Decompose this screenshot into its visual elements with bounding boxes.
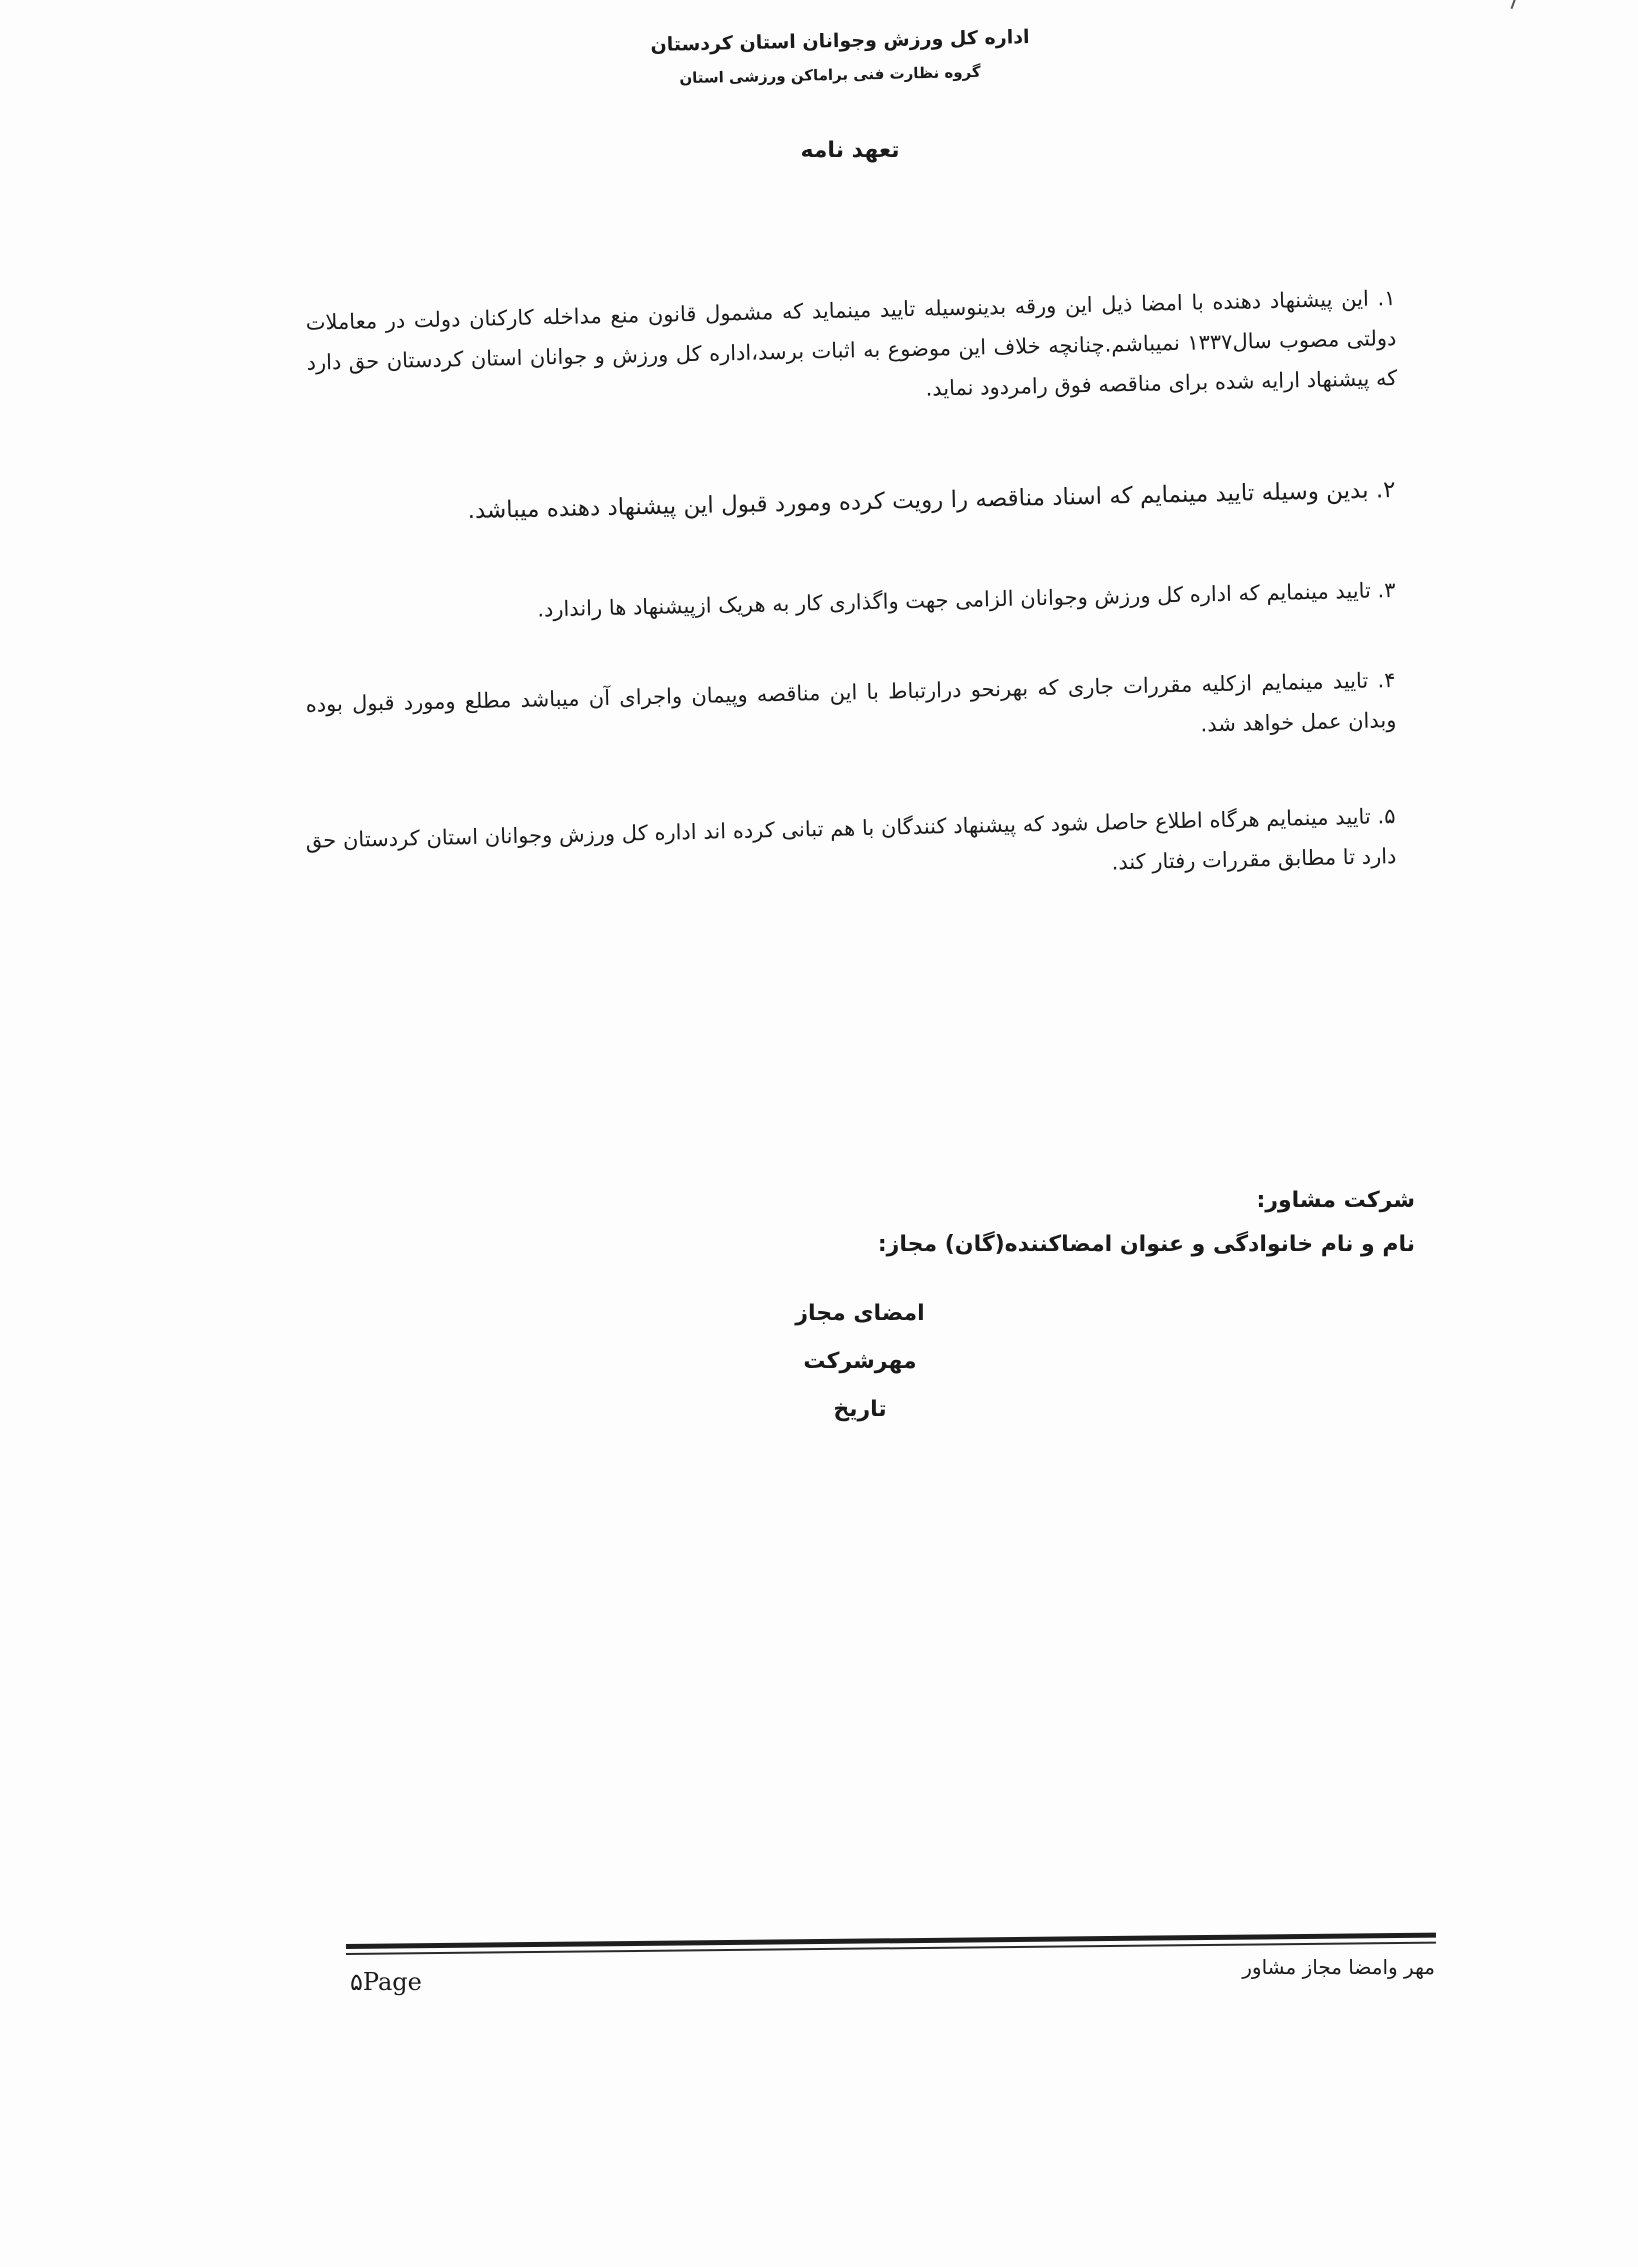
clause-4 [305, 660, 1397, 765]
clause-number: ۳. [1377, 577, 1396, 603]
signature-block [760, 1290, 960, 1434]
page-number: ۵Page [350, 1968, 422, 1996]
clause-number: ۱. [1377, 285, 1396, 311]
clause-text: این پیشنهاد دهنده با امضا ذیل این ورقه بدینوسیله تایید مینماید که مشمول قانون منع مداخله کارکنان دولت در معاملات دولتی مصوب سال۱۳۳۷ نمیباشم.چنانچه خلاف این موضوع به اثبات برسد،اداره کل ورزش و جوانان استان کردستان حق دارد که پیشنهاد ارایه شده برای مناقصه فوق رامردود نماید. [305, 286, 1398, 401]
clause-text: بدین وسیله تایید مینمایم که اسناد مناقصه را رویت کرده ومورد قبول این پیشنهاد دهنده میباشد. [467, 477, 1369, 525]
clause-text: تایید مینمایم ازکلیه مقررات جاری که بهرنحو درارتباط با این مناقصه وپیمان واجرای آن میباشد مطلع ومورد قبول بوده وبدان عمل خواهد شد. [305, 668, 1397, 737]
clause-1 [305, 278, 1397, 423]
document-title: تعهد نامه [800, 138, 900, 163]
consulting-company-label: شرکت مشاور: [1256, 1188, 1415, 1213]
signatory-name-label: نام و نام خانوادگی و عنوان امضاکننده(گان) مجاز: [877, 1232, 1415, 1257]
footer-seal-note: مهر وامضا مجاز مشاور [1242, 1955, 1435, 1979]
department-name: گروه نظارت فنی براماکن ورزشی استان [679, 62, 981, 88]
clause-text: تایید مینمایم هرگاه اطلاع حاصل شود که پیشنهاد کنندگان با هم تبانی کرده اند اداره کل ورزش وجوانان استان کردستان حق دارد تا مطابق مقررات رفتار کند. [305, 804, 1397, 875]
clause-3 [305, 570, 1396, 635]
clause-number: ۴. [1377, 667, 1396, 693]
authorized-signature-label: امضای مجاز [795, 1301, 925, 1326]
clause-2 [305, 470, 1396, 535]
organization-name: اداره کل ورزش وجوانان استان کردستان [650, 26, 1030, 56]
clause-number: ۲. [1375, 476, 1396, 504]
corner-mark [1511, 0, 1522, 11]
company-seal-label: مهرشرکت [803, 1349, 917, 1374]
clause-5 [305, 796, 1397, 901]
clause-number: ۵. [1377, 803, 1396, 829]
clause-text: تایید مینمایم که اداره کل ورزش وجوانان الزامی جهت واگذاری کار به هریک ازپیشنهاد ها راندارد. [537, 578, 1372, 622]
date-label: تاریخ [833, 1397, 887, 1422]
